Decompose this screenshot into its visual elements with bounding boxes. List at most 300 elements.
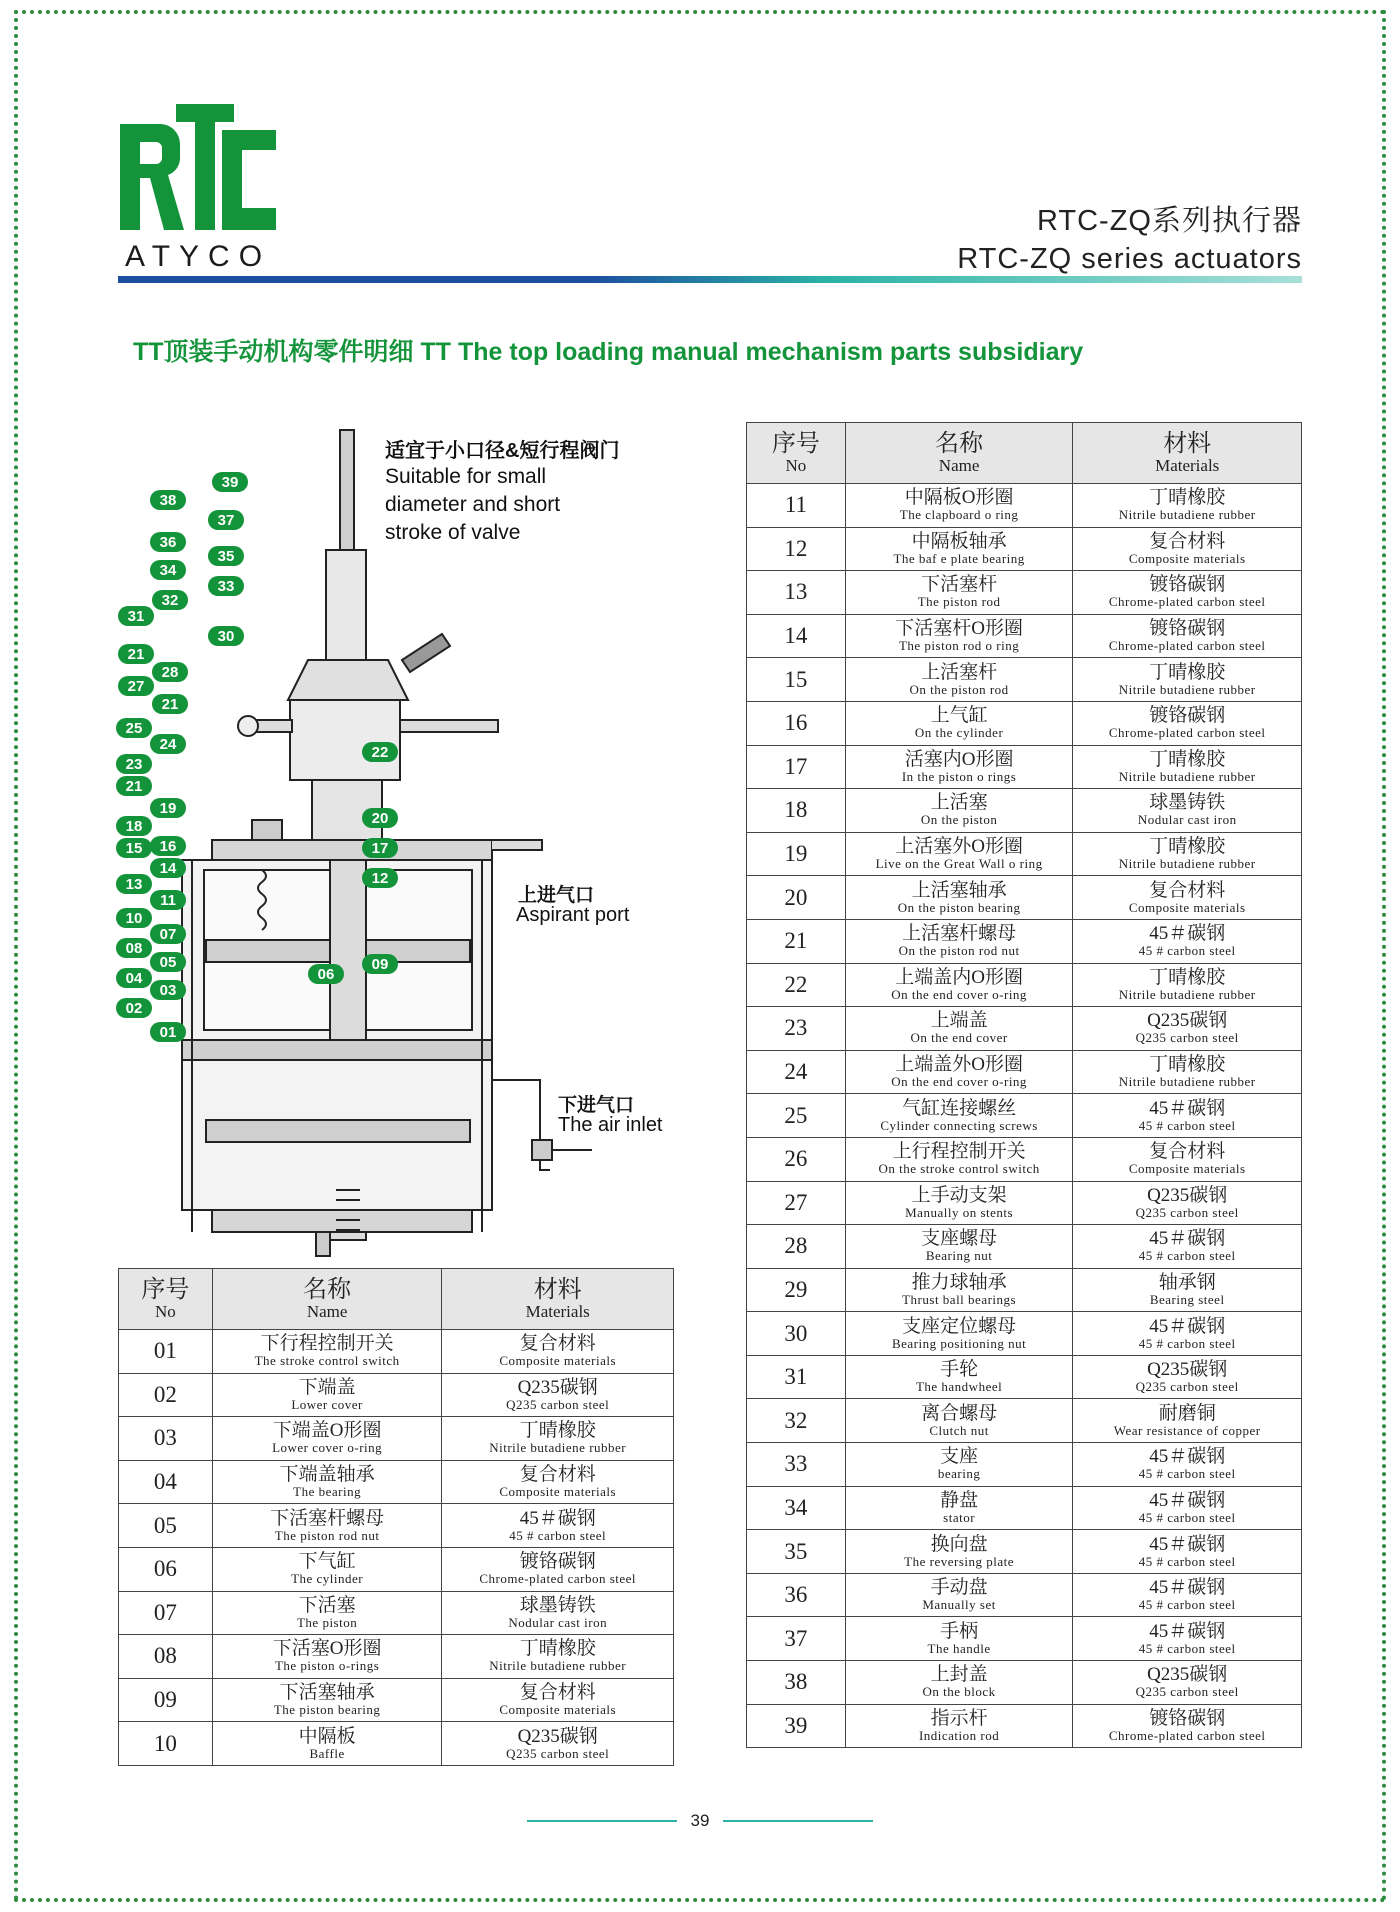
part-material-en: Q235 carbon steel bbox=[1135, 1684, 1239, 1700]
part-name-en: On the end cover o-ring bbox=[891, 1074, 1027, 1090]
part-number: 34 bbox=[747, 1486, 846, 1530]
part-name-en: The piston o-rings bbox=[274, 1658, 380, 1674]
part-material bbox=[1073, 789, 1302, 833]
part-name-cn: 上活塞杆 bbox=[921, 661, 998, 683]
part-name bbox=[212, 1591, 442, 1635]
table-row bbox=[747, 1007, 1302, 1051]
callout-bubble bbox=[212, 472, 248, 492]
part-material bbox=[1073, 1225, 1302, 1269]
callout-number: 34 bbox=[159, 562, 177, 579]
col-header-materials: 材料 Materials bbox=[1073, 423, 1302, 484]
part-material bbox=[1073, 1399, 1302, 1443]
part-name-cn: 支座 bbox=[940, 1446, 979, 1468]
table-row bbox=[747, 1312, 1302, 1356]
part-name-en: On the stroke control switch bbox=[878, 1161, 1040, 1177]
upper-port-label-cn: 上进气口 bbox=[518, 885, 595, 906]
part-name bbox=[845, 484, 1073, 528]
part-material-en: 45 # carbon steel bbox=[1138, 1466, 1236, 1482]
table-row bbox=[747, 1181, 1302, 1225]
part-name bbox=[212, 1504, 442, 1548]
callout-bubble bbox=[116, 718, 152, 738]
table-row bbox=[747, 876, 1302, 920]
part-number: 18 bbox=[747, 789, 846, 833]
part-name-cn: 上活塞 bbox=[930, 792, 988, 814]
part-material bbox=[1073, 745, 1302, 789]
part-material-cn: 球墨铸铁 bbox=[519, 1594, 596, 1616]
part-material-cn: 球墨铸铁 bbox=[1149, 792, 1226, 814]
part-name-cn: 支座螺母 bbox=[921, 1228, 998, 1250]
part-name bbox=[845, 745, 1073, 789]
part-name-en: The bearing bbox=[293, 1484, 362, 1500]
callout-number: 09 bbox=[371, 956, 389, 973]
part-material-en: Chrome-plated carbon steel bbox=[1108, 594, 1266, 610]
part-material-cn: 45＃碳钢 bbox=[1149, 1315, 1226, 1337]
part-name-en: Manually set bbox=[922, 1597, 996, 1613]
part-material-en: 45 # carbon steel bbox=[1138, 1248, 1236, 1264]
part-name-cn: 支座定位螺母 bbox=[902, 1315, 1017, 1337]
part-material-cn: 丁晴橡胶 bbox=[1149, 836, 1226, 858]
lower-port-label-cn: 下进气口 bbox=[558, 1095, 635, 1116]
callout-bubble bbox=[150, 890, 186, 910]
part-material bbox=[1073, 1573, 1302, 1617]
callout-bubble bbox=[362, 838, 398, 858]
callout-bubble bbox=[118, 644, 154, 664]
part-name bbox=[845, 701, 1073, 745]
part-number: 14 bbox=[747, 614, 846, 658]
part-material-cn: 复合材料 bbox=[519, 1464, 596, 1486]
table-row bbox=[747, 745, 1302, 789]
part-number: 36 bbox=[747, 1573, 846, 1617]
part-material bbox=[1073, 1181, 1302, 1225]
callout-number: 13 bbox=[125, 876, 143, 893]
part-name-en: The handwheel bbox=[915, 1379, 1003, 1395]
part-name-cn: 上手动支架 bbox=[911, 1184, 1007, 1206]
part-material-cn: Q235碳钢 bbox=[517, 1725, 598, 1747]
callout-bubble bbox=[150, 924, 186, 944]
part-material-en: Composite materials bbox=[1128, 1161, 1246, 1177]
part-material bbox=[1073, 1268, 1302, 1312]
part-number: 26 bbox=[747, 1137, 846, 1181]
part-name-en: Baffle bbox=[309, 1745, 345, 1761]
part-name bbox=[212, 1460, 442, 1504]
callout-bubble bbox=[150, 858, 186, 878]
table-row bbox=[119, 1635, 674, 1679]
parts-table-right bbox=[746, 422, 1302, 1748]
part-name-cn: 下端盖O形圈 bbox=[272, 1420, 382, 1442]
part-material-en: Nitrile butadiene rubber bbox=[489, 1440, 627, 1456]
callout-number: 27 bbox=[127, 678, 145, 695]
callout-number: 02 bbox=[125, 1000, 143, 1017]
part-material-cn: 丁晴橡胶 bbox=[1149, 487, 1226, 509]
part-number: 08 bbox=[119, 1635, 213, 1679]
callout-bubble bbox=[308, 964, 344, 984]
part-material-en: Chrome-plated carbon steel bbox=[1108, 725, 1266, 741]
part-material bbox=[1073, 1530, 1302, 1574]
part-name bbox=[845, 1181, 1073, 1225]
callout-bubble bbox=[208, 546, 244, 566]
rtc-logo bbox=[118, 102, 278, 232]
part-material-cn: 丁晴橡胶 bbox=[1149, 748, 1226, 770]
part-name-cn: 指示杆 bbox=[930, 1707, 988, 1729]
part-material-cn: 复合材料 bbox=[1149, 1141, 1226, 1163]
table-row bbox=[747, 1399, 1302, 1443]
part-material-en: Nitrile butadiene rubber bbox=[489, 1658, 627, 1674]
part-name bbox=[845, 1399, 1073, 1443]
callout-bubble bbox=[150, 798, 186, 818]
part-number: 12 bbox=[747, 527, 846, 571]
header-title-cn: RTC-ZQ系列执行器 bbox=[1036, 205, 1302, 237]
table-row bbox=[119, 1722, 674, 1766]
part-name-en: On the piston bbox=[920, 812, 998, 828]
part-material-en: Nodular cast iron bbox=[1137, 812, 1237, 828]
part-name-cn: 上端盖 bbox=[930, 1010, 988, 1032]
part-name bbox=[212, 1373, 442, 1417]
part-name bbox=[845, 919, 1073, 963]
part-material-cn: 丁晴橡胶 bbox=[1149, 966, 1226, 988]
callout-number: 37 bbox=[217, 512, 235, 529]
part-name bbox=[845, 1530, 1073, 1574]
table-row bbox=[747, 1530, 1302, 1574]
callout-bubble bbox=[116, 998, 152, 1018]
callout-bubble bbox=[118, 676, 154, 696]
part-number: 39 bbox=[747, 1704, 846, 1748]
callout-bubble bbox=[150, 532, 186, 552]
section-title: TT顶装手动机构零件明细 TT The top loading manual mechanism parts subsidiary bbox=[133, 338, 1084, 366]
part-name-en: Live on the Great Wall o ring bbox=[875, 856, 1043, 872]
diagram-note-en: Suitable for small diameter and short stroke of valve bbox=[385, 465, 561, 544]
table-row bbox=[119, 1460, 674, 1504]
page-number: 39 bbox=[690, 1810, 710, 1830]
callout-number: 11 bbox=[160, 892, 176, 909]
callout-bubble bbox=[116, 754, 152, 774]
part-material-en: Nitrile butadiene rubber bbox=[1118, 986, 1256, 1002]
table-row bbox=[747, 1661, 1302, 1705]
part-material-en: Nitrile butadiene rubber bbox=[1118, 507, 1256, 523]
callout-bubble bbox=[208, 576, 244, 596]
table-row bbox=[747, 1094, 1302, 1138]
part-material bbox=[442, 1547, 674, 1591]
callout-bubble bbox=[116, 838, 152, 858]
part-material-en: Composite materials bbox=[1128, 550, 1246, 566]
part-number: 17 bbox=[747, 745, 846, 789]
callout-number: 31 bbox=[127, 608, 145, 625]
part-material-en: Nitrile butadiene rubber bbox=[1118, 1074, 1256, 1090]
part-material bbox=[1073, 1137, 1302, 1181]
callout-number: 25 bbox=[125, 720, 143, 737]
part-name-cn: 上行程控制开关 bbox=[892, 1141, 1026, 1163]
col-header-no: 序号 No bbox=[119, 1269, 213, 1330]
part-number: 07 bbox=[119, 1591, 213, 1635]
part-material-en: Nitrile butadiene rubber bbox=[1118, 681, 1256, 697]
part-material bbox=[1073, 1486, 1302, 1530]
part-material-en: 45 # carbon steel bbox=[1138, 943, 1236, 959]
actuator-diagram bbox=[112, 420, 732, 1260]
part-name bbox=[845, 1312, 1073, 1356]
table-row bbox=[747, 1704, 1302, 1748]
part-material bbox=[1073, 963, 1302, 1007]
part-material bbox=[1073, 614, 1302, 658]
part-name bbox=[845, 1050, 1073, 1094]
part-material bbox=[1073, 1050, 1302, 1094]
part-name bbox=[845, 1137, 1073, 1181]
callout-number: 16 bbox=[159, 838, 177, 855]
part-material-en: Chrome-plated carbon steel bbox=[479, 1571, 637, 1587]
part-name bbox=[845, 1617, 1073, 1661]
callout-bubble bbox=[152, 662, 188, 682]
col-header-name: 名称 Name bbox=[212, 1269, 442, 1330]
upper-port-label-en: Aspirant port bbox=[516, 904, 630, 926]
part-material-cn: 轴承钢 bbox=[1158, 1271, 1216, 1293]
part-name bbox=[845, 527, 1073, 571]
part-material-cn: 45＃碳钢 bbox=[1149, 1620, 1226, 1642]
callout-number: 10 bbox=[125, 910, 143, 927]
part-material bbox=[442, 1591, 674, 1635]
table-row bbox=[747, 789, 1302, 833]
table-row bbox=[119, 1417, 674, 1461]
part-material-cn: Q235碳钢 bbox=[1147, 1664, 1228, 1686]
part-material-en: Composite materials bbox=[1128, 899, 1246, 915]
part-name-cn: 中隔板 bbox=[298, 1725, 356, 1747]
part-name bbox=[845, 1661, 1073, 1705]
part-material bbox=[442, 1330, 674, 1374]
table-row bbox=[119, 1330, 674, 1374]
part-name-en: The clapboard o ring bbox=[899, 507, 1019, 523]
table-row bbox=[119, 1547, 674, 1591]
table-row bbox=[119, 1678, 674, 1722]
part-material bbox=[1073, 1704, 1302, 1748]
part-name bbox=[845, 1268, 1073, 1312]
part-material-en: 45 # carbon steel bbox=[1138, 1117, 1236, 1133]
part-name-en: The piston rod bbox=[917, 594, 1001, 610]
callout-number: 22 bbox=[371, 744, 389, 761]
part-name-cn: 下活塞杆螺母 bbox=[270, 1507, 385, 1529]
part-name-cn: 下活塞杆O形圈 bbox=[895, 618, 1023, 640]
part-number: 24 bbox=[747, 1050, 846, 1094]
callout-number: 01 bbox=[159, 1024, 177, 1041]
callout-number: 08 bbox=[125, 940, 143, 957]
callout-number: 04 bbox=[125, 970, 143, 987]
footer-line-right bbox=[723, 1820, 873, 1822]
part-material-cn: 45＃碳钢 bbox=[1149, 1533, 1226, 1555]
part-name bbox=[845, 1443, 1073, 1487]
callout-bubble bbox=[116, 908, 152, 928]
table-row bbox=[747, 1443, 1302, 1487]
part-name bbox=[845, 1486, 1073, 1530]
part-name-en: The piston rod o ring bbox=[898, 638, 1020, 654]
callout-number: 17 bbox=[371, 840, 389, 857]
part-material-en: Bearing steel bbox=[1149, 1291, 1225, 1307]
part-material-cn: 复合材料 bbox=[519, 1682, 596, 1704]
part-material bbox=[1073, 527, 1302, 571]
part-name bbox=[212, 1547, 442, 1591]
callout-number: 21 bbox=[125, 778, 143, 795]
callout-bubble bbox=[362, 742, 398, 762]
part-name bbox=[845, 963, 1073, 1007]
col-header-no: 序号 No bbox=[747, 423, 846, 484]
table-row bbox=[747, 1573, 1302, 1617]
part-material-cn: 镀铬碳钢 bbox=[1149, 705, 1226, 727]
part-material-cn: 镀铬碳钢 bbox=[1149, 574, 1226, 596]
callout-number: 05 bbox=[159, 954, 177, 971]
part-number: 33 bbox=[747, 1443, 846, 1487]
part-material-cn: 镀铬碳钢 bbox=[1149, 618, 1226, 640]
col-header-materials: 材料 Materials bbox=[442, 1269, 674, 1330]
callout-number: 39 bbox=[221, 474, 239, 491]
part-material-en: 45 # carbon steel bbox=[1138, 1553, 1236, 1569]
part-material-en: Q235 carbon steel bbox=[1135, 1030, 1239, 1046]
callout-number: 23 bbox=[125, 756, 143, 773]
header-title-en: RTC-ZQ series actuators bbox=[957, 243, 1302, 275]
parts-table-left bbox=[118, 1268, 674, 1766]
callout-number: 28 bbox=[161, 664, 179, 681]
part-name-cn: 气缸连接螺丝 bbox=[902, 1097, 1017, 1119]
part-material bbox=[1073, 1355, 1302, 1399]
footer-line-left bbox=[527, 1820, 677, 1822]
callout-number: 15 bbox=[125, 840, 143, 857]
part-number: 35 bbox=[747, 1530, 846, 1574]
callout-number: 20 bbox=[371, 810, 389, 827]
part-number: 27 bbox=[747, 1181, 846, 1225]
part-material-en: Composite materials bbox=[499, 1702, 617, 1718]
part-material-cn: 丁晴橡胶 bbox=[1149, 1054, 1226, 1076]
part-name-cn: 下活塞轴承 bbox=[279, 1682, 375, 1704]
part-name-en: The cylinder bbox=[291, 1571, 364, 1587]
part-name-en: The piston bearing bbox=[273, 1702, 381, 1718]
part-name-cn: 上端盖外O形圈 bbox=[895, 1054, 1023, 1076]
part-material bbox=[442, 1460, 674, 1504]
part-material-cn: 丁晴橡胶 bbox=[519, 1638, 596, 1660]
part-material-cn: 45＃碳钢 bbox=[1149, 1228, 1226, 1250]
part-name-cn: 中隔板O形圈 bbox=[904, 487, 1014, 509]
callout-bubble bbox=[208, 626, 244, 646]
part-number: 09 bbox=[119, 1678, 213, 1722]
part-name-en: On the end cover o-ring bbox=[891, 986, 1027, 1002]
table-row bbox=[747, 527, 1302, 571]
part-name-en: The handle bbox=[927, 1640, 991, 1656]
part-material-en: Q235 carbon steel bbox=[1135, 1379, 1239, 1395]
callout-bubble bbox=[362, 808, 398, 828]
part-material-en: Nitrile butadiene rubber bbox=[1118, 768, 1256, 784]
table-row bbox=[747, 1225, 1302, 1269]
callout-bubble bbox=[362, 868, 398, 888]
part-name-cn: 手轮 bbox=[940, 1359, 979, 1381]
part-name-cn: 下气缸 bbox=[298, 1551, 356, 1573]
callout-bubble bbox=[208, 510, 244, 530]
part-material bbox=[442, 1635, 674, 1679]
part-number: 01 bbox=[119, 1330, 213, 1374]
callout-bubble bbox=[150, 952, 186, 972]
table-row bbox=[747, 1050, 1302, 1094]
callout-bubble bbox=[150, 836, 186, 856]
part-material-en: 45 # carbon steel bbox=[1138, 1640, 1236, 1656]
callout-bubble bbox=[150, 734, 186, 754]
part-name-cn: 静盘 bbox=[940, 1489, 979, 1511]
part-name-cn: 离合螺母 bbox=[921, 1402, 998, 1424]
table-row bbox=[747, 919, 1302, 963]
table-row bbox=[747, 963, 1302, 1007]
callout-number: 30 bbox=[217, 628, 235, 645]
part-material-en: 45 # carbon steel bbox=[1138, 1597, 1236, 1613]
part-material bbox=[1073, 1312, 1302, 1356]
part-name-en: The piston bbox=[296, 1614, 358, 1630]
part-name bbox=[845, 832, 1073, 876]
diagram-note-cn: 适宜于小口径&短行程阀门 bbox=[385, 440, 620, 462]
part-number: 13 bbox=[747, 571, 846, 615]
part-number: 03 bbox=[119, 1417, 213, 1461]
part-number: 38 bbox=[747, 1661, 846, 1705]
part-name bbox=[845, 1007, 1073, 1051]
part-name-en: The baf e plate bearing bbox=[893, 550, 1025, 566]
table-row bbox=[119, 1504, 674, 1548]
callout-bubble bbox=[152, 590, 188, 610]
callout-bubble bbox=[116, 776, 152, 796]
part-name-en: stator bbox=[943, 1509, 976, 1525]
part-number: 02 bbox=[119, 1373, 213, 1417]
callout-bubble bbox=[150, 560, 186, 580]
part-material bbox=[442, 1417, 674, 1461]
callout-number: 38 bbox=[159, 492, 177, 509]
callout-bubble bbox=[150, 490, 186, 510]
callout-bubble bbox=[150, 1022, 186, 1042]
part-material-cn: 复合材料 bbox=[1149, 530, 1226, 552]
table-row bbox=[747, 484, 1302, 528]
callout-bubble bbox=[362, 954, 398, 974]
part-name bbox=[212, 1635, 442, 1679]
part-material-cn: 45＃碳钢 bbox=[1149, 923, 1226, 945]
part-name-cn: 下行程控制开关 bbox=[260, 1333, 394, 1355]
part-name-en: On the piston rod bbox=[909, 681, 1009, 697]
callout-bubble bbox=[118, 606, 154, 626]
table-row bbox=[747, 1617, 1302, 1661]
part-material-cn: 45＃碳钢 bbox=[1149, 1577, 1226, 1599]
part-number: 11 bbox=[747, 484, 846, 528]
callout-number: 06 bbox=[317, 966, 335, 983]
part-material-en: Q235 carbon steel bbox=[1135, 1204, 1239, 1220]
part-material-cn: 45＃碳钢 bbox=[1149, 1446, 1226, 1468]
part-name-en: Bearing nut bbox=[925, 1248, 993, 1264]
part-name-en: Manually on stents bbox=[905, 1204, 1014, 1220]
part-material-cn: 45＃碳钢 bbox=[1149, 1489, 1226, 1511]
part-name-en: The piston rod nut bbox=[274, 1527, 380, 1543]
part-name-cn: 上封盖 bbox=[930, 1664, 988, 1686]
lower-port-label-en: The air inlet bbox=[558, 1114, 663, 1136]
part-number: 06 bbox=[119, 1547, 213, 1591]
part-material-en: Q235 carbon steel bbox=[506, 1396, 610, 1412]
part-material-cn: 复合材料 bbox=[1149, 879, 1226, 901]
part-name-en: Bearing positioning nut bbox=[891, 1335, 1027, 1351]
part-material bbox=[442, 1722, 674, 1766]
part-number: 25 bbox=[747, 1094, 846, 1138]
table-row bbox=[747, 614, 1302, 658]
part-name-en: bearing bbox=[937, 1466, 981, 1482]
part-material-en: 45 # carbon steel bbox=[1138, 1509, 1236, 1525]
part-material bbox=[1073, 876, 1302, 920]
part-name-en: On the piston bearing bbox=[897, 899, 1021, 915]
part-material-en: Composite materials bbox=[499, 1484, 617, 1500]
part-material bbox=[442, 1373, 674, 1417]
part-material bbox=[1073, 1007, 1302, 1051]
part-name-cn: 上端盖内O形圈 bbox=[895, 966, 1023, 988]
part-material-cn: 丁晴橡胶 bbox=[519, 1420, 596, 1442]
part-name-en: On the piston rod nut bbox=[898, 943, 1020, 959]
callout-number: 14 bbox=[159, 860, 177, 877]
part-name bbox=[845, 1573, 1073, 1617]
part-material-cn: 丁晴橡胶 bbox=[1149, 661, 1226, 683]
part-number: 19 bbox=[747, 832, 846, 876]
part-name-en: Lower cover bbox=[291, 1396, 363, 1412]
part-material-cn: Q235碳钢 bbox=[1147, 1184, 1228, 1206]
callout-bubble bbox=[152, 694, 188, 714]
